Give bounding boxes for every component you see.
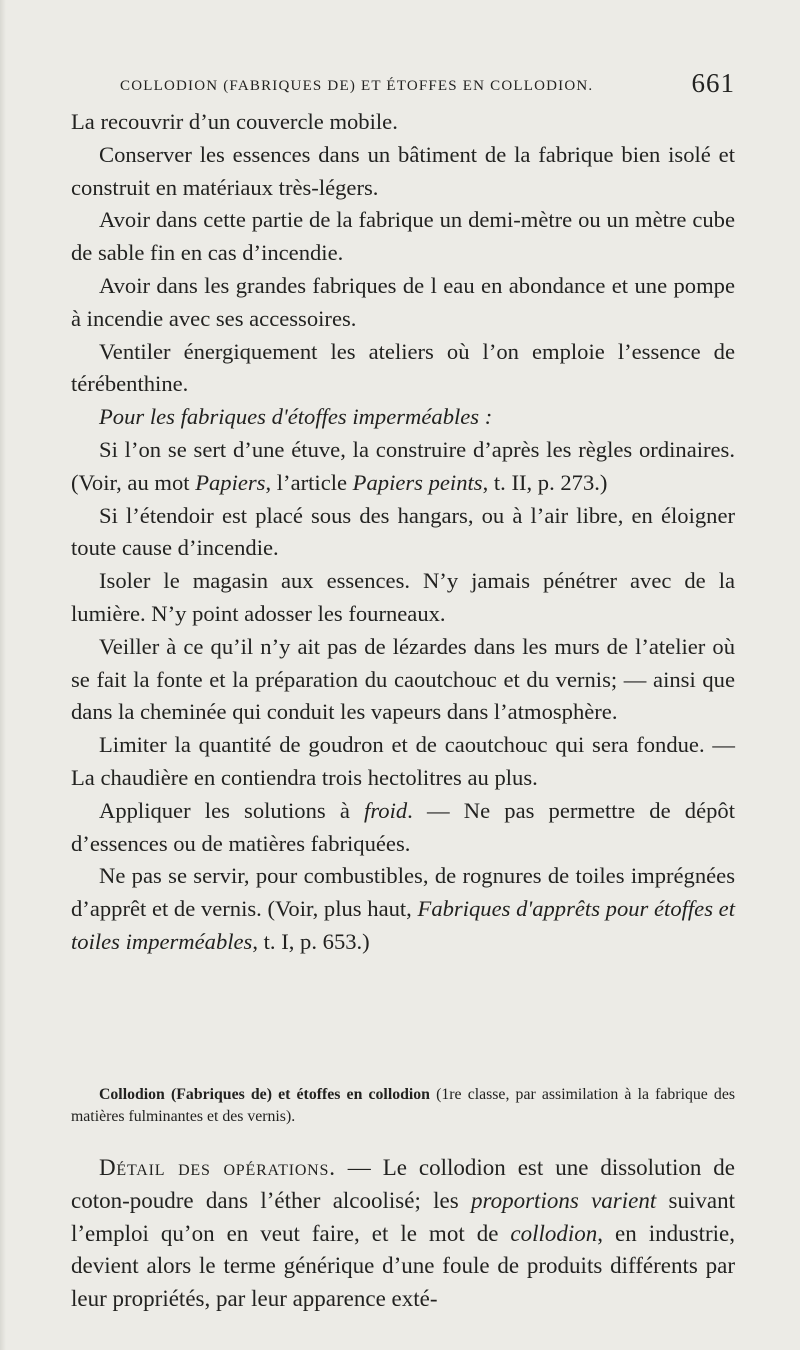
etuve-word-papiers: Papiers	[195, 469, 266, 495]
paragraph-pompe: Avoir dans les grandes fabriques de l eau en abondance et une pompe à incendie avec ses accessoires.	[71, 272, 735, 331]
section-heading-collodion	[71, 1084, 735, 1128]
paragraph-solutions	[71, 795, 735, 861]
solutions-word-froid: froid	[364, 797, 408, 823]
paragraph-magasin: Isoler le magasin aux essences. N’y jamais pénétrer avec de la lumière. N’y point adosser les fourneaux.	[71, 568, 735, 626]
etuve-text-b: , l’article	[265, 469, 353, 495]
rognures-text-b: , t. I, p. 653.)	[252, 928, 370, 954]
paragraph-detail	[71, 1152, 735, 1316]
paragraph-essences: Conserver les essences dans un bâtiment de la fabrique bien isolé et construit en matériaux très-légers.	[71, 141, 735, 200]
etoffes-heading: Pour les fabriques d'étoffes imperméables :	[99, 404, 493, 430]
main-text	[71, 106, 735, 959]
page-number: 661	[691, 68, 735, 98]
paragraph-rognures	[71, 860, 735, 958]
etuve-article-papiers-peints: Papiers peints	[352, 469, 483, 495]
etuve-text-a: Si l’on se sert d’une étuve, la construire d’après les règles ordinaires. (Voir, au mot	[71, 436, 735, 495]
paragraph-etuve	[71, 434, 735, 500]
section-heading-line	[71, 1084, 735, 1128]
paragraph-couvercle: La recouvrir d’un couvercle mobile.	[71, 109, 398, 134]
paragraph-lezardes: Veiller à ce qu’il n’y ait pas de lézardes dans les murs de l’atelier où se fait la fonte et la préparation du caoutchouc et du vernis; — ainsi que dans la cheminée qui conduit les vapeurs dans l’atmosphère.	[71, 633, 735, 725]
detail-italic-collodion: collodion	[510, 1220, 598, 1246]
section-title: Collodion (Fabriques de) et étoffes en collodion	[99, 1086, 430, 1103]
detail-label: Détail des opérations.	[99, 1155, 336, 1180]
detail-text-a: — Le collodion est une dissolution de coton-poudre dans l’éther alcoolisé; les	[71, 1155, 735, 1213]
detail-operations	[71, 1152, 735, 1316]
rognures-text-a: Ne pas se servir, pour combustibles, de rognures de toiles imprégnées d’apprêt et de vernis. (Voir, plus haut,	[71, 863, 735, 922]
detail-text-c: , en industrie, devient alors le terme générique d’une foule de produits différents par leur propriétés, par leur apparence exté-	[71, 1220, 735, 1312]
etuve-text-c: , t. II, p. 273.)	[482, 469, 608, 495]
solutions-text-b: . — Ne pas permettre de dépôt d’essences ou de matières fabriquées.	[71, 797, 735, 856]
detail-italic-proportions: proportions varient	[471, 1187, 657, 1213]
solutions-text-a: Appliquer les solutions à	[99, 797, 365, 823]
rognures-reference: Fabriques d'apprêts pour étoffes et toiles imperméables	[71, 896, 735, 954]
paragraph-goudron: Limiter la quantité de goudron et de caoutchouc qui sera fondue. — La chaudière en contiendra trois hectolitres au plus.	[71, 732, 735, 790]
page-gutter-shadow	[0, 0, 6, 1350]
paragraph-sable: Avoir dans cette partie de la fabrique un demi-mètre ou un mètre cube de sable fin en cas d’incendie.	[71, 207, 735, 266]
page-header	[120, 68, 735, 102]
paragraph-etendoir: Si l’étendoir est placé sous des hangars, ou à l’air libre, en éloigner toute cause d’incendie.	[71, 502, 735, 561]
paragraph-ventiler: Ventiler énergiquement les ateliers où l’on emploie l’essence de térébenthine.	[71, 338, 735, 397]
running-title: COLLODION (FABRIQUES DE) ET ÉTOFFES EN COLLODION.	[120, 78, 594, 94]
section-classification: (1re classe, par assimilation à la fabrique des matières fulminantes et des vernis).	[71, 1086, 735, 1125]
detail-text-b: suivant l’emploi qu’on en veut faire, et le mot de	[71, 1187, 735, 1246]
